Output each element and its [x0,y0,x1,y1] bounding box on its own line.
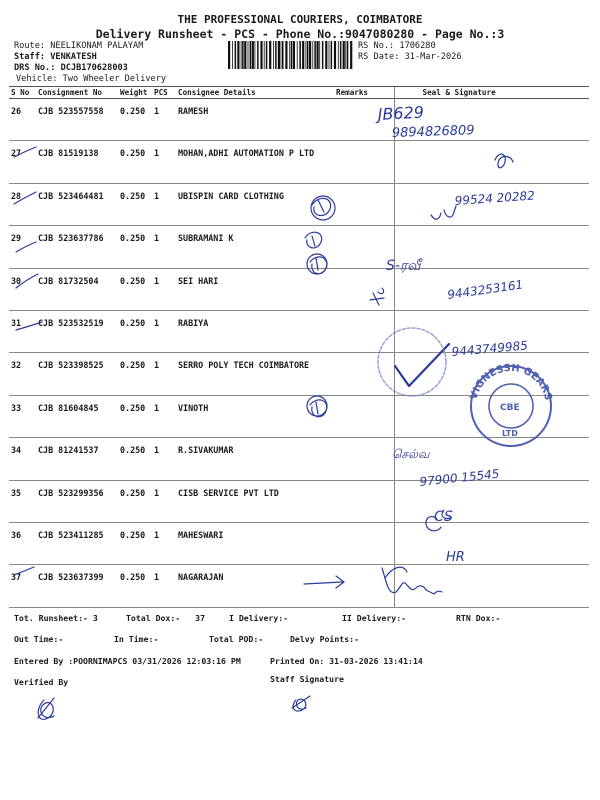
rtn-dox: RTN Dox:- [456,613,501,623]
handwriting-r35: CS [434,509,453,525]
handwriting-r26a: JB629 [377,102,425,124]
table-row [9,99,589,141]
barcode-bar [228,41,230,69]
table-row [9,226,589,268]
barcode-bar [325,41,327,69]
barcode-bar [299,41,301,69]
handwriting-r28: 99524 20282 [454,188,536,208]
rs-no-label: RS No.: [358,41,395,51]
consignee-cell: MOHAN,ADHI AUTOMATION P LTD [176,141,334,183]
seal-cell [394,268,589,310]
weight-cell: 0.250 [118,522,152,564]
in-time: In Time:- [114,634,159,644]
weight-cell: 0.250 [118,141,152,183]
barcode-bar [278,41,280,69]
barcode [228,41,353,69]
barcode-bar [282,41,284,69]
pcs-cell: 1 [152,565,176,607]
total-dox-label: Total Dox:- [126,613,181,623]
handwriting-r30a: S-ரவீ [386,258,421,274]
remarks-cell [334,226,394,268]
sno-cell: 36 [9,522,36,564]
table-row [9,565,589,607]
barcode-bar [309,41,311,69]
route-label: Route: [14,41,46,51]
consignment-cell: CJB 523557558 [36,99,118,141]
barcode-bar [260,41,262,69]
barcode-bar [269,41,271,69]
weight-cell: 0.250 [118,565,152,607]
pcs-cell: 1 [152,438,176,480]
remarks-cell [334,310,394,352]
consignment-cell: CJB 81519138 [36,141,118,183]
pcs-cell: 1 [152,183,176,225]
col-pcs: PCS [152,87,176,99]
barcode-bar [350,41,352,69]
barcode-bar [232,41,233,69]
consignee-cell: MAHESWARI [176,522,334,564]
weight-cell: 0.250 [118,438,152,480]
col-remarks: Remarks [334,87,394,99]
weight-cell: 0.250 [118,395,152,437]
barcode-bar [235,41,237,69]
vehicle-label: Vehicle: [16,74,58,84]
remarks-cell [334,99,394,141]
consignee-cell: RABIYA [176,310,334,352]
seal-cell [394,226,589,268]
consignment-cell: CJB 81604845 [36,395,118,437]
barcode-bar [312,41,313,69]
i-delivery: I Delivery:- [229,613,289,623]
remarks-cell [334,183,394,225]
vehicle-line [16,74,166,84]
table-row [9,268,589,310]
sno-cell: 27 [9,141,36,183]
vehicle-value: Two Wheeler Delivery [62,74,167,84]
staff-line [14,52,97,62]
barcode-bar [340,41,342,69]
handwriting-r34a: செல்வ [392,447,430,461]
barcode-bar [289,41,290,69]
remarks-cell [334,438,394,480]
route-line [14,41,143,51]
table-row [9,395,589,437]
barcode-bar [293,41,295,69]
sno-cell: 33 [9,395,36,437]
col-seal-signature: Seal & Signature [394,87,589,99]
staff-signature-scribble [292,696,310,711]
remarks-cell [334,268,394,310]
sno-cell: 37 [9,565,36,607]
weight-cell: 0.250 [118,226,152,268]
weight-cell: 0.250 [118,183,152,225]
sno-cell: 30 [9,268,36,310]
total-pod: Total POD:- [209,634,264,644]
seal-cell [394,395,589,437]
drs-value: DCJB170628003 [60,63,128,73]
pcs-cell: 1 [152,310,176,352]
barcode-bar [242,41,244,69]
barcode-bar [241,41,242,69]
consignment-cell: CJB 523637786 [36,226,118,268]
col-weight: Weight [118,87,152,99]
total-dox [126,613,205,623]
weight-cell: 0.250 [118,310,152,352]
weight-cell: 0.250 [118,353,152,395]
drs-line [14,63,128,73]
pcs-cell: 1 [152,268,176,310]
company-title: THE PROFESSIONAL COURIERS, COIMBATORE [177,13,423,26]
remarks-cell [334,522,394,564]
pcs-cell: 1 [152,99,176,141]
seal-bottom: LTD [502,429,518,438]
seal-cell [394,438,589,480]
handwriting-r34b: 97900 15545 [418,466,501,489]
consignment-cell: CJB 523299356 [36,480,118,522]
weight-cell: 0.250 [118,99,152,141]
pcs-cell: 1 [152,395,176,437]
verified-signature [38,698,54,719]
barcode-bar [345,41,346,69]
consignee-cell: VINOTH [176,395,334,437]
barcode-bar [347,41,349,69]
staff-signature: Staff Signature [270,674,344,684]
barcode-bar [244,41,246,69]
total-dox-value: 37 [195,613,206,623]
col-sno: S No [9,87,36,99]
pcs-cell: 1 [152,226,176,268]
barcode-bar [255,41,256,69]
barcode-bar [257,41,259,69]
barcode-bar [297,41,298,69]
consignment-cell: CJB 81732504 [36,268,118,310]
table-row [9,183,589,225]
staff-value: VENKATESH [50,52,97,62]
barcode-bar [264,41,265,69]
printed-on: Printed On: 31-03-2026 13:41:14 [270,656,423,666]
consignment-cell: CJB 523411285 [36,522,118,564]
rs-date-label: RS Date: [358,52,400,62]
ii-delivery: II Delivery:- [342,613,407,623]
verified-by: Verified By [14,677,69,687]
barcode-bar [317,41,319,69]
col-consignee: Consignee Details [176,87,334,99]
barcode-bar [248,41,249,69]
rs-date-line [358,52,462,62]
table-row [9,480,589,522]
barcode-bar [266,41,268,69]
barcode-bar [319,41,320,69]
seal-cell [394,565,589,607]
barcode-bar [302,41,304,69]
seal-cell [394,480,589,522]
sno-cell: 34 [9,438,36,480]
delvy-points: Delvy Points:- [290,634,360,644]
table-row [9,438,589,480]
remarks-cell [334,141,394,183]
pcs-cell: 1 [152,353,176,395]
handwriting-r32: 9443749985 [451,338,529,359]
seal-cell [391,99,589,141]
col-consignment: Consignment No [36,87,118,99]
consignment-cell: CJB 523464481 [36,183,118,225]
barcode-bar [343,41,345,69]
consignment-cell: CJB 523637399 [36,565,118,607]
route-value: NEELIKONAM PALAYAM [50,41,144,51]
barcode-bar [275,41,277,69]
barcode-bar [281,41,282,69]
consignee-cell: SUBRAMANI K [176,226,334,268]
remarks-cell [334,565,394,607]
barcode-bar [314,41,316,69]
consignee-cell: UBISPIN CARD CLOTHING [176,183,334,225]
seal-cell [394,522,589,564]
remarks-cell [334,353,394,395]
pcs-cell: 1 [152,522,176,564]
consignee-cell: NAGARAJAN [176,565,334,607]
sno-cell: 28 [9,183,36,225]
seal-cell [394,353,589,395]
sno-cell: 31 [9,310,36,352]
consignment-cell: CJB 523532519 [36,310,118,352]
handwriting-r37: HR [446,550,465,565]
staff-label: Staff: [14,52,46,62]
out-time: Out Time:- [14,634,64,644]
table-row [9,353,589,395]
consignment-cell: CJB 81241537 [36,438,118,480]
consignment-cell: CJB 523398525 [36,353,118,395]
sno-cell: 32 [9,353,36,395]
table-row [9,310,589,352]
remarks-cell [334,480,394,522]
consignee-cell: SEI HARI [176,268,334,310]
runsheet-subtitle: Delivery Runsheet - PCS - Phone No.:9047080280 - Page No.:3 [95,27,505,41]
barcode-bar [329,41,330,69]
tot-runsheet: Tot. Runsheet:- 3 [14,613,98,623]
handwriting-r30b: 9443253161 [446,277,525,302]
rs-no-line [358,41,436,51]
runsheet-table [9,86,589,608]
sno-cell: 29 [9,226,36,268]
consignee-cell: RAMESH [176,99,334,141]
table-row [9,522,589,564]
seal-cell [394,310,589,352]
consignee-cell: SERRO POLY TECH COIMBATORE [176,353,334,395]
seal-cell [394,183,589,225]
pcs-cell: 1 [152,480,176,522]
barcode-bar [252,41,254,69]
weight-cell: 0.250 [118,480,152,522]
sno-cell: 26 [9,99,36,141]
table-header-row [9,87,589,99]
barcode-bar [291,41,293,69]
pcs-cell: 1 [152,141,176,183]
barcode-bar [250,41,252,69]
sno-cell: 35 [9,480,36,522]
barcode-bar [273,41,274,69]
barcode-bar [307,41,309,69]
seal-cell [394,141,589,183]
barcode-bar [338,41,339,69]
entered-by: Entered By :POORNIMAPCS 03/31/2026 12:03:16 PM [14,656,241,666]
handwriting-r26b: 9894826809 [391,123,475,141]
barcode-bar [285,41,287,69]
weight-cell: 0.250 [118,268,152,310]
rs-date-value: 31-Mar-2026 [404,52,462,62]
drs-label: DRS No.: [14,63,56,73]
rs-no-value: 1706280 [399,41,436,51]
barcode-bar [334,41,336,69]
barcode-bar [322,41,324,69]
table-row [9,141,589,183]
barcode-bar [306,41,307,69]
seal-text: VIGNESSH GEARS [468,362,554,402]
barcode-bar [331,41,333,69]
consignee-cell: R.SIVAKUMAR [176,438,334,480]
remarks-cell [334,395,394,437]
consignee-cell: CISB SERVICE PVT LTD [176,480,334,522]
barcode-bar [237,41,239,69]
seal-center: CBE [500,403,520,413]
